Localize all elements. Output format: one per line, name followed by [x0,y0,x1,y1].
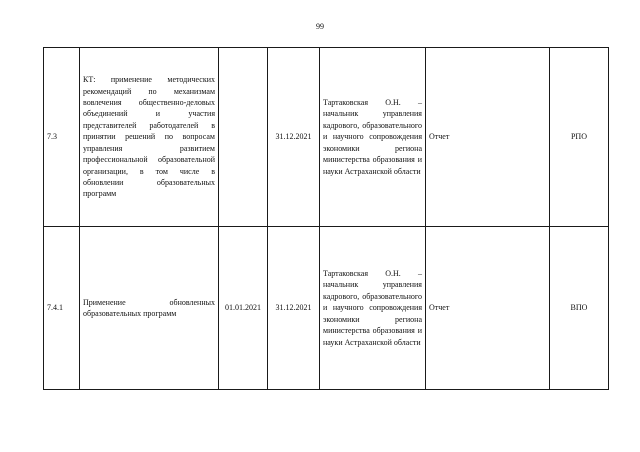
page-number: 99 [316,22,324,31]
program-code: РПО [570,132,587,142]
responsible-person: Тартаковская О.Н. – начальник управления кадрового, образовательного и научного сопровождения экономики региона министерства образования и науки Астраханской области [323,98,422,176]
table-row [44,48,609,227]
result-cell [426,48,550,227]
item-description-cell [80,227,219,390]
responsible-cell [320,227,426,390]
item-number: 7.4.1 [47,303,63,313]
item-number-cell [44,227,80,390]
result-type: Отчет [429,303,450,313]
start-date-cell [219,48,268,227]
item-number-cell [44,48,80,227]
item-description: Применение обновленных образовательных программ [83,297,215,318]
end-date: 31.12.2021 [275,303,312,313]
result-cell [426,227,550,390]
responsible-person: Тартаковская О.Н. – начальник управления кадрового, образовательного и научного сопровождения экономики региона министерства образования и науки Астраханской области [323,269,422,347]
code-cell [550,48,609,227]
table-row [44,227,609,390]
end-date-cell [268,227,320,390]
item-description: КТ: применение методических рекомендаций по механизмам вовлечения общественно-деловых объединений и участия представителей работодателей в принятии решений по вопросам управления развитием профессиональной образовательной организации, в том числе в обновлении образовательных программ [83,75,215,199]
program-code: ВПО [570,303,588,313]
result-type: Отчет [429,132,450,142]
end-date-cell [268,48,320,227]
plan-table [43,47,609,390]
code-cell [550,227,609,390]
responsible-cell [320,48,426,227]
start-date-cell [219,227,268,390]
item-description-cell [80,48,219,227]
item-number: 7.3 [47,132,57,142]
start-date: 01.01.2021 [225,303,261,313]
end-date: 31.12.2021 [275,132,312,142]
